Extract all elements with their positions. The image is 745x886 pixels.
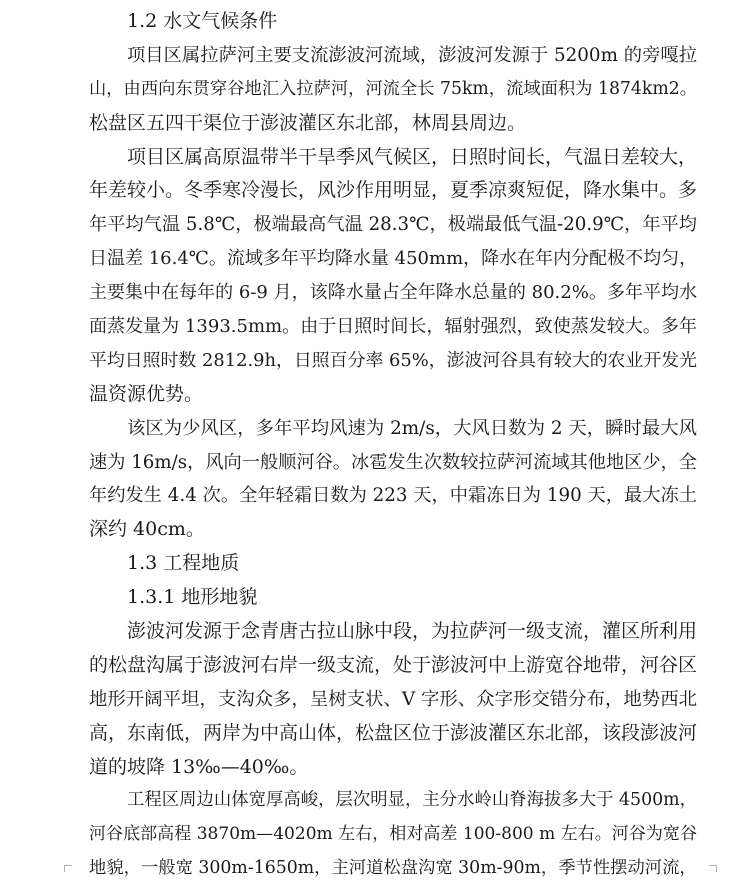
paragraph [89,39,697,141]
text-line: 地貌，一般宽 300m-1650m，主河道松盘沟宽 30m-90m，季节性摆动河流， [89,858,697,879]
text-line: 项目区属拉萨河主要支流澎波河流域，澎波河发源于 5200m 的旁嘎拉 [127,44,697,66]
text-line: 山，由西向东贯穿谷地汇入拉萨河，河流全长 75km，流域面积为 1874km2。 [89,78,697,99]
text-line: 深约 40cm。 [89,518,205,541]
paragraph [89,615,697,784]
text-line: 项目区属高原温带半干旱季风气候区，日照时间长，气温日差较大， [127,145,698,168]
text-line: 松盘区五四干渠位于澎波灌区东北部，林周县周边。 [89,111,527,134]
text-line: 道的坡降 13‰—40‰。 [89,755,309,778]
text-line: 工程区周边山体宽厚高峻，层次明显，主分水岭山脊海拔多大于 4500m， [127,790,697,811]
text-line: 的松盘沟属于澎波河右岸一级支流，处于澎波河中上游宽谷地带，河谷区 [89,653,698,676]
text-line: 日温差 16.4℃。流域多年平均降水量 450mm，降水在年内分配极不均匀， [89,248,698,270]
text-line: 温资源优势。 [89,382,204,405]
heading-text: 1.3 工程地质 [127,552,240,575]
crop-mark-bottom-left [64,865,65,872]
crop-mark-bottom-right-h [709,865,717,866]
text-line: 该区为少风区，多年平均风速为 2m/s，大风日数为 2 天，瞬时最大风 [127,417,697,439]
section-heading [89,547,697,581]
paragraph [89,784,697,886]
text-line: 主要集中在每年的 6-9 月，该降水量占全年降水总量的 80.2%。多年平均水 [89,282,697,304]
text-line: 面蒸发量为 1393.5mm。由于日照时间长，辐射强烈，致使蒸发较大。多年 [89,316,697,338]
text-line: 年约发生 4.4 次。全年轻霜日数为 223 天，中霜冻日为 190 天，最大冻土 [89,485,697,507]
text-line: 澎波河发源于念青唐古拉山脉中段，为拉萨河一级支流，灌区所利用 [127,620,698,643]
text-line: 年平均气温 5.8℃，极端最高气温 28.3℃，极端最低气温-20.9℃，年平均 [89,214,697,236]
heading-text: 1.3.1 地形地貌 [127,586,258,609]
document-body [89,5,697,886]
paragraph [89,141,697,412]
text-line: 速为 16m/s，风向一般顺河谷。冰雹发生次数较拉萨河流域其他地区少，全 [89,451,697,473]
crop-mark-bottom-right [716,865,717,872]
text-line: 河谷底部高程 3870m—4020m 左右，相对高差 100-800 m 左右。河谷为宽谷 [89,824,697,845]
paragraph [89,412,697,548]
text-line: 平均日照时数 2812.9h，日照百分率 65%，澎波河谷具有较大的农业开发光 [89,349,697,371]
crop-mark-bottom-left-h [64,865,72,866]
section-heading [89,581,697,615]
section-heading [89,5,697,39]
text-line: 地形开阔平坦，支沟众多，呈树支状、V 字形、众字形交错分布，地势西北 [89,688,697,710]
text-line: 年差较小。冬季寒冷漫长，风沙作用明显，夏季凉爽短促，降水集中。多 [89,179,698,202]
heading-text: 1.2 水文气候条件 [127,10,278,32]
text-line: 高，东南低，两岸为中高山体，松盘区位于澎波灌区东北部，该段澎波河 [89,721,698,744]
